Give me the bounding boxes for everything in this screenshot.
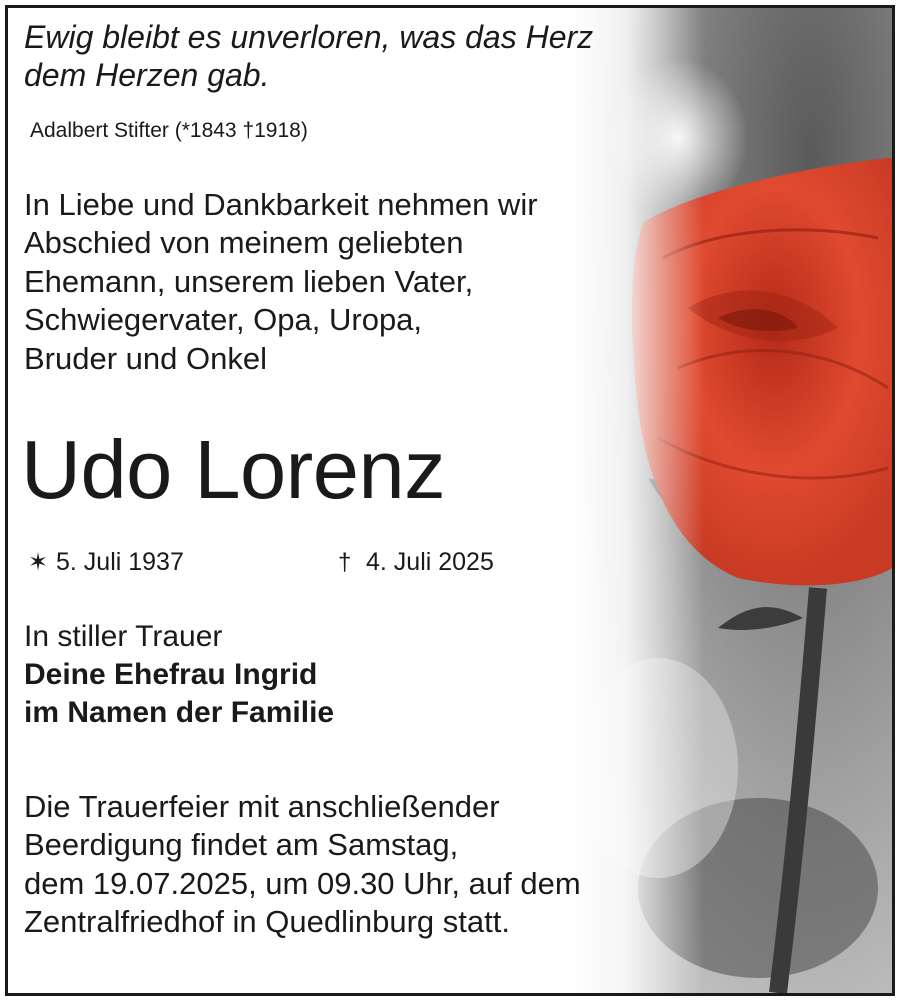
deceased-name: Udo Lorenz — [21, 423, 446, 516]
intro-line: In Liebe und Dankbarkeit nehmen wir — [24, 187, 538, 222]
birth-date — [28, 548, 184, 577]
star-icon: ✶ — [28, 548, 49, 576]
death-date-value: 4. Juli 2025 — [366, 548, 494, 576]
mourners — [24, 618, 334, 732]
cross-icon: † — [338, 548, 352, 576]
quote-author: Adalbert Stifter (*1843 †1918) — [30, 119, 308, 142]
quote-line: dem Herzen gab. — [24, 57, 270, 94]
intro-line: Bruder und Onkel — [24, 340, 267, 376]
birth-date-value: 5. Juli 1937 — [56, 548, 184, 576]
service-info — [24, 788, 581, 942]
service-line: dem 19.07.2025, um 09.30 Uhr, auf dem — [24, 865, 581, 901]
mourners-family: im Namen der Familie — [24, 696, 335, 730]
obituary-notice — [5, 5, 895, 996]
rose-photo — [568, 8, 892, 993]
intro-text — [24, 186, 538, 378]
mourners-spouse: Deine Ehefrau Ingrid — [24, 658, 318, 692]
service-line: Die Trauerfeier mit anschließender — [24, 789, 500, 824]
death-date — [338, 548, 494, 577]
intro-line: Ehemann, unserem lieben Vater, — [24, 263, 474, 299]
mourners-intro: In stiller Trauer — [24, 620, 223, 653]
service-line: Zentralfriedhof in Quedlinburg statt. — [24, 904, 510, 940]
quote — [24, 18, 593, 95]
quote-line: Ewig bleibt es unverloren, was das Herz — [24, 19, 594, 55]
intro-line: Abschied von meinem geliebten — [24, 225, 464, 261]
intro-line: Schwiegervater, Opa, Uropa, — [24, 302, 423, 338]
service-line: Beerdigung findet am Samstag, — [24, 827, 459, 863]
